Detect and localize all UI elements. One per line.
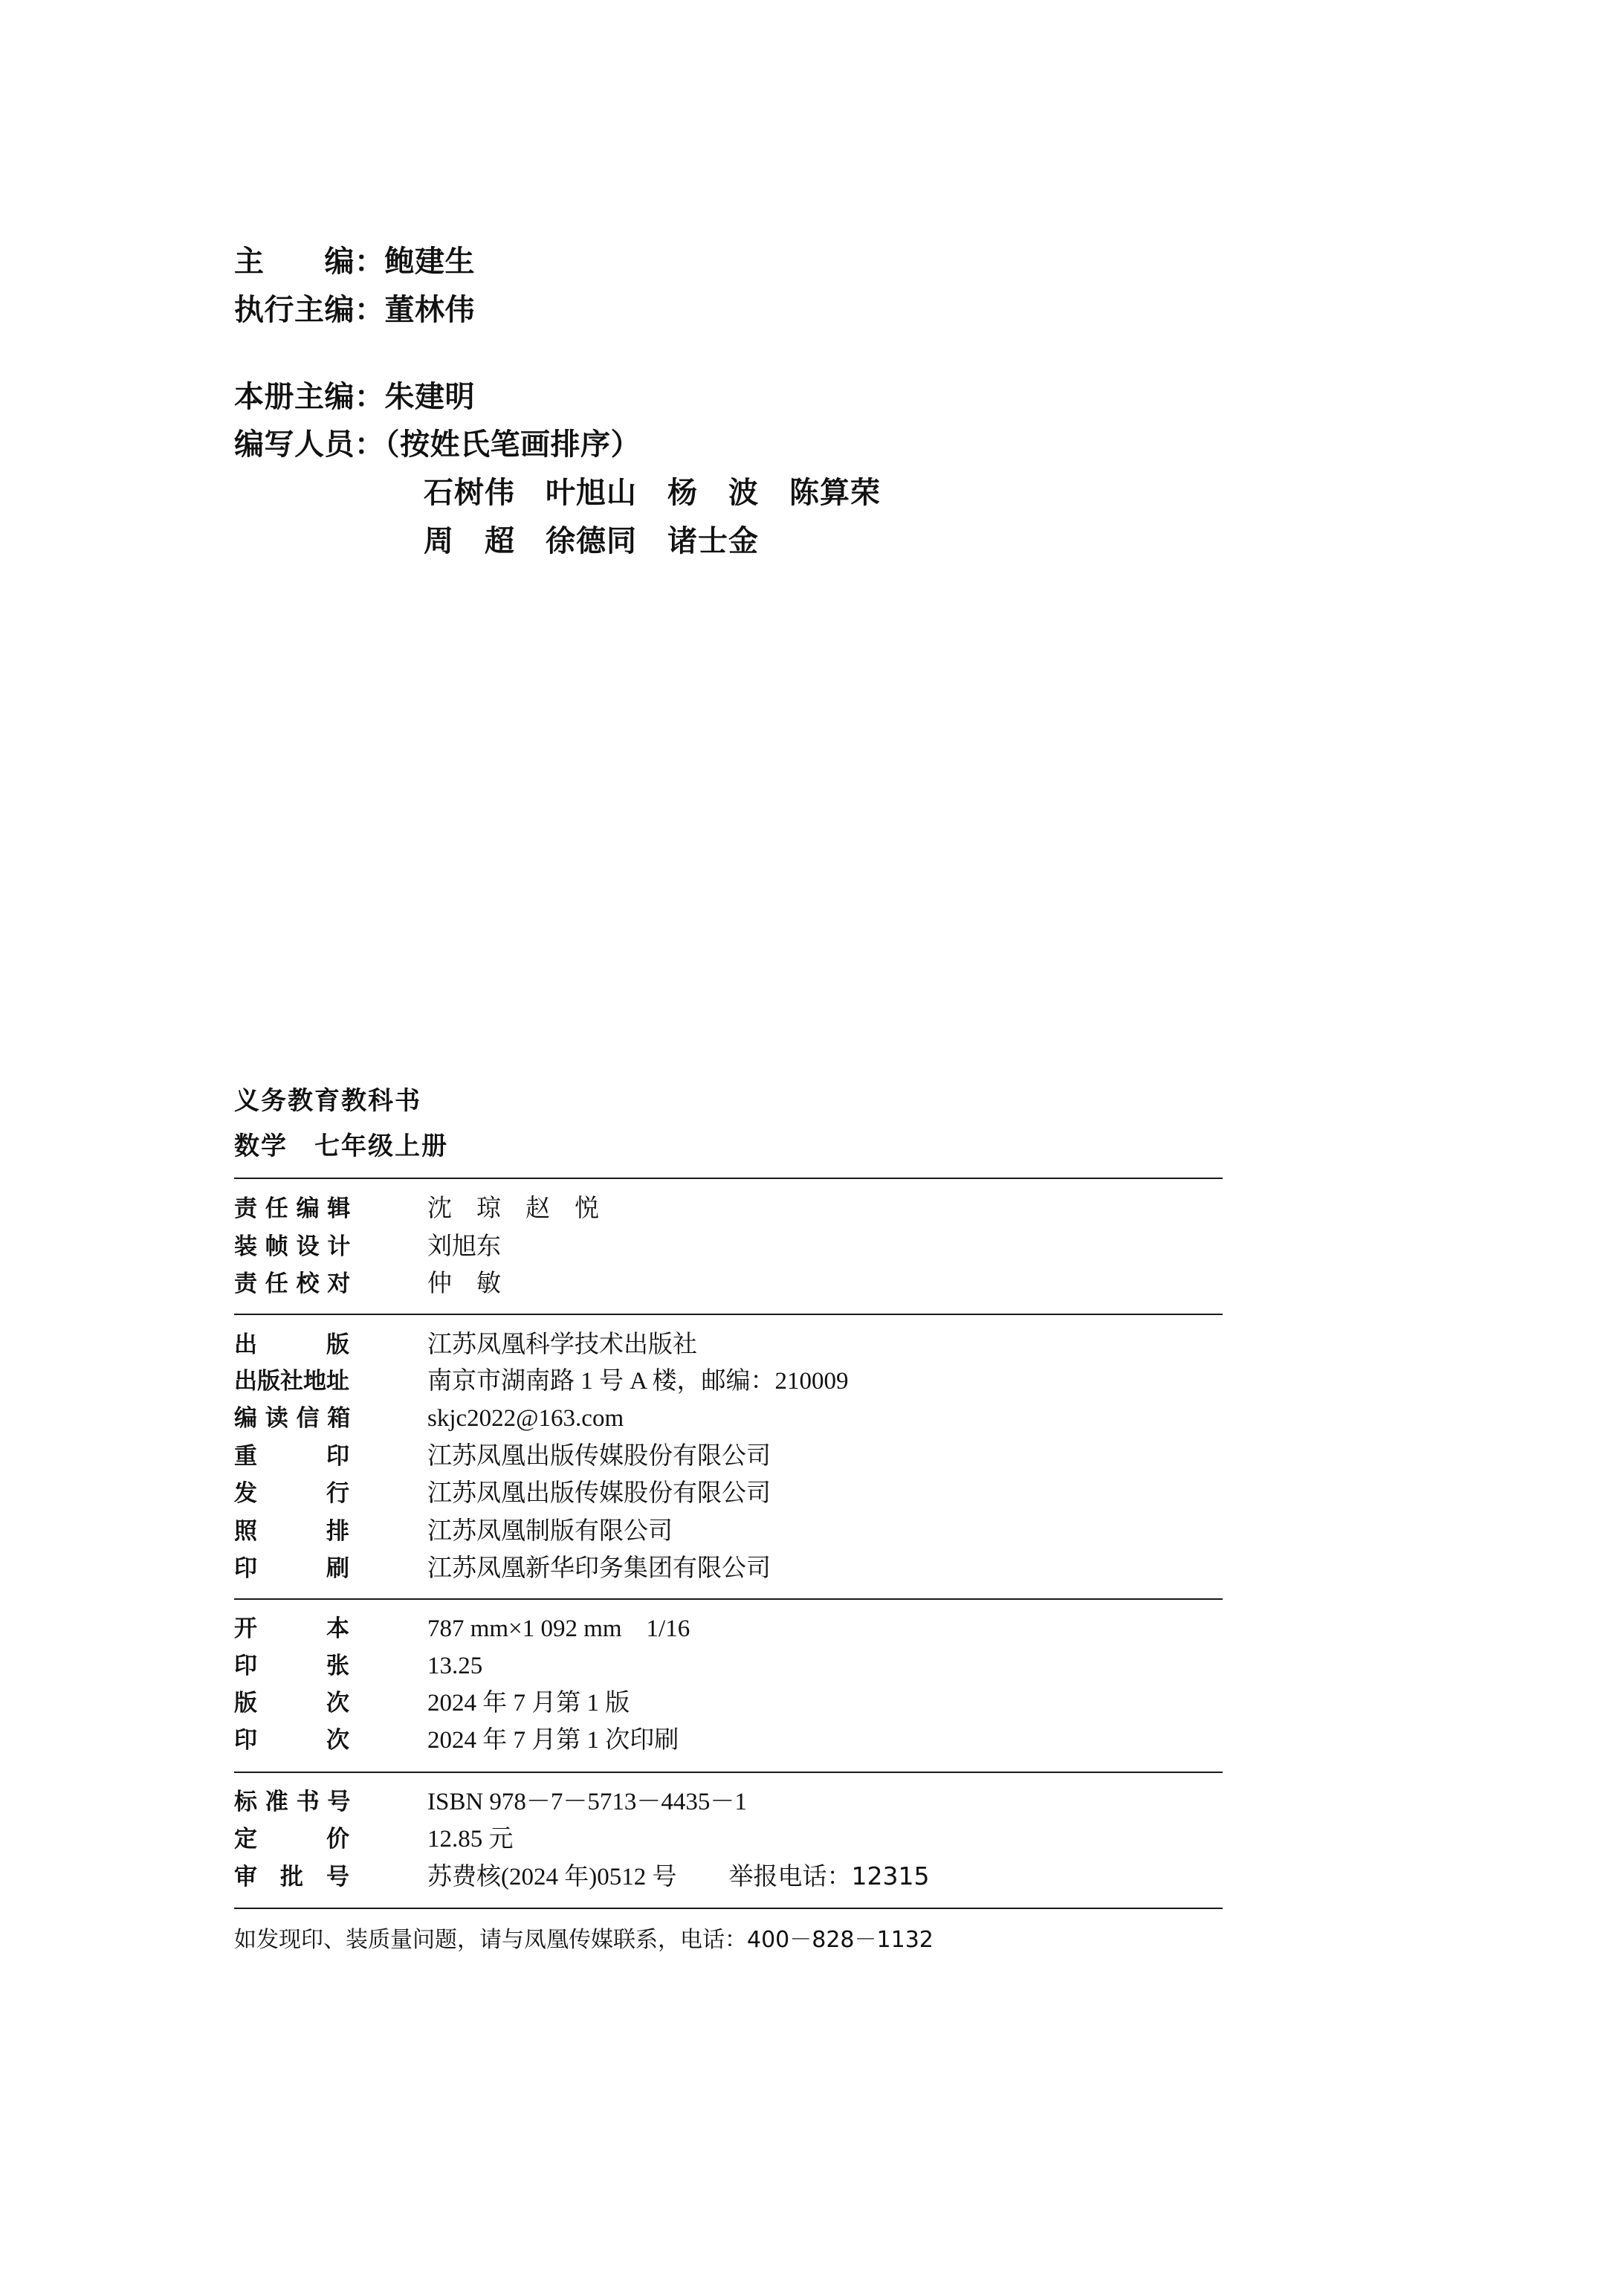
row-value: skjc2022@163.com bbox=[427, 1405, 624, 1433]
row-label: 编 读 信 箱 bbox=[234, 1405, 351, 1433]
isbn-section bbox=[234, 1783, 1223, 1896]
specs-section bbox=[234, 1610, 1223, 1760]
row-value: 江苏凤凰科学技术出版社 bbox=[427, 1328, 697, 1358]
writers-names-row-2: 周 超 徐德同 诸士金 bbox=[424, 523, 759, 558]
colophon-row bbox=[234, 1189, 1223, 1227]
colophon-row bbox=[234, 1685, 1223, 1722]
colophon-row bbox=[234, 1610, 1223, 1647]
row-label: 责 任 编 辑 bbox=[234, 1195, 351, 1223]
executive-chief-editor-line: 执行主编：董林伟 bbox=[234, 292, 475, 327]
colophon-row bbox=[234, 1783, 1223, 1821]
row-value: 刘旭东 bbox=[427, 1230, 501, 1260]
report-phone-value: 举报电话：12315 bbox=[728, 1861, 930, 1890]
book-title: 数学 七年级上册 bbox=[234, 1131, 448, 1161]
row-value: 13.25 bbox=[427, 1653, 483, 1680]
quality-notice: 如发现印、装质量问题，请与凤凰传媒联系，电话：400－828－1132 bbox=[234, 1927, 934, 1954]
divider-3 bbox=[234, 1598, 1223, 1600]
row-value: 2024 年 7 月第 1 版 bbox=[427, 1690, 630, 1717]
row-label: 印 张 bbox=[234, 1653, 349, 1680]
row-label: 出 版 bbox=[234, 1331, 349, 1358]
row-label: 定 价 bbox=[234, 1825, 349, 1853]
colophon-row bbox=[234, 1549, 1223, 1586]
editorial-credits-block bbox=[234, 238, 1349, 566]
row-label: 开 本 bbox=[234, 1615, 349, 1642]
row-value: 江苏凤凰制版有限公司 bbox=[427, 1515, 673, 1545]
divider-1 bbox=[234, 1178, 1223, 1179]
colophon-row bbox=[234, 1400, 1223, 1437]
row-label: 标 准 书 号 bbox=[234, 1788, 351, 1815]
row-label: 发 行 bbox=[234, 1480, 349, 1508]
divider-5 bbox=[234, 1908, 1223, 1909]
colophon-row bbox=[234, 1265, 1223, 1302]
staff-section bbox=[234, 1189, 1223, 1301]
colophon-row bbox=[234, 1474, 1223, 1511]
row-label: 印 刷 bbox=[234, 1554, 349, 1582]
row-label: 审 批 号 bbox=[234, 1863, 349, 1890]
approval-number-value: 苏费核(2024 年)0512 号 bbox=[427, 1863, 677, 1890]
row-label: 装 帧 设 计 bbox=[234, 1233, 351, 1260]
row-label: 重 印 bbox=[234, 1443, 349, 1470]
row-label: 责 任 校 对 bbox=[234, 1270, 351, 1297]
colophon-row bbox=[234, 1722, 1223, 1759]
row-label: 出版社地址 bbox=[234, 1368, 349, 1395]
row-value: 沈 琼 赵 悦 bbox=[427, 1193, 599, 1223]
series-title: 义务教育教科书 bbox=[234, 1086, 421, 1116]
row-value: 江苏凤凰出版传媒股份有限公司 bbox=[427, 1441, 771, 1470]
row-value: 787 mm×1 092 mm 1/16 bbox=[427, 1615, 690, 1642]
writers-names-row-1: 石树伟 叶旭山 杨 波 陈算荣 bbox=[424, 476, 881, 511]
row-value: 南京市湖南路 1 号 A 楼，邮编：210009 bbox=[427, 1368, 849, 1395]
publication-section bbox=[234, 1325, 1223, 1586]
colophon-row bbox=[234, 1325, 1223, 1363]
writers-label-line: 编写人员：（按姓氏笔画排序） bbox=[234, 427, 641, 462]
colophon-row bbox=[234, 1858, 1223, 1896]
row-value: 2024 年 7 月第 1 次印刷 bbox=[427, 1727, 679, 1754]
credits-spacer bbox=[234, 335, 1349, 373]
row-label: 版 次 bbox=[234, 1690, 349, 1717]
colophon-row bbox=[234, 1647, 1223, 1685]
colophon-row bbox=[234, 1363, 1223, 1400]
colophon-block bbox=[234, 1082, 1223, 1954]
row-value: 江苏凤凰新华印务集团有限公司 bbox=[427, 1552, 771, 1582]
price-value: 12.85 元 bbox=[427, 1825, 514, 1853]
chief-editor-line: 主 编：鲍建生 bbox=[234, 245, 475, 279]
colophon-row bbox=[234, 1821, 1223, 1858]
row-label: 印 次 bbox=[234, 1727, 349, 1754]
volume-editor-line: 本册主编：朱建明 bbox=[234, 379, 475, 414]
divider-4 bbox=[234, 1772, 1223, 1773]
colophon-row bbox=[234, 1512, 1223, 1549]
row-value: 江苏凤凰出版传媒股份有限公司 bbox=[427, 1478, 771, 1508]
isbn-value: ISBN 978－7－5713－4435－1 bbox=[427, 1788, 747, 1815]
row-label: 照 排 bbox=[234, 1517, 349, 1545]
colophon-row bbox=[234, 1437, 1223, 1474]
row-value: 仲 敏 bbox=[427, 1268, 501, 1297]
colophon-row bbox=[234, 1227, 1223, 1265]
divider-2 bbox=[234, 1314, 1223, 1315]
